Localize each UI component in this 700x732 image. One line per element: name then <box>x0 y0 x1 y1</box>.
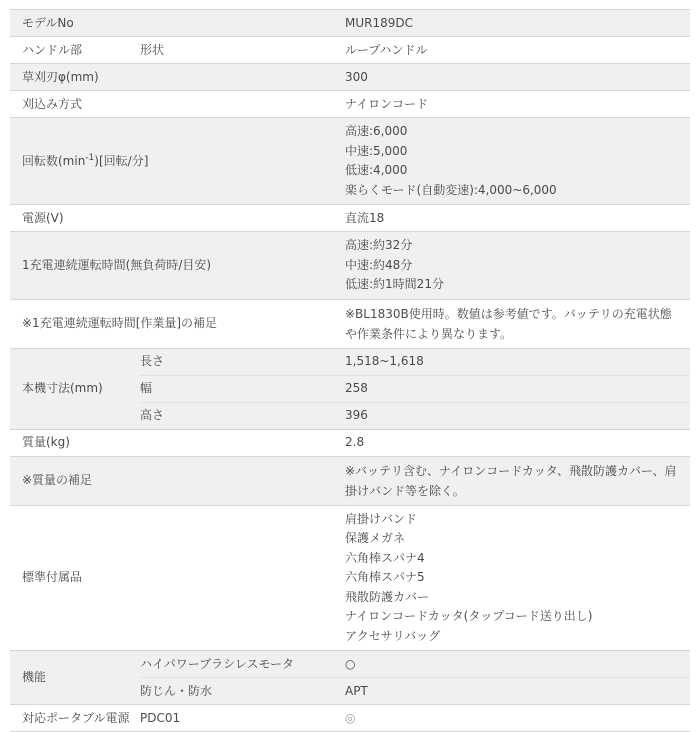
value-line: 中速:5,000 <box>345 143 408 158</box>
table-row-dimensions <box>10 348 690 429</box>
row-sub-label: 高さ <box>140 408 165 422</box>
value-line: アクセサリバッグ <box>345 628 441 643</box>
row-value: 直流18 <box>345 210 385 225</box>
row-label: ハンドル部 <box>22 42 83 57</box>
value-line: 飛散防護カバー <box>345 589 430 604</box>
row-label: 本機寸法(mm) <box>22 381 103 395</box>
row-label-superscript: -1 <box>85 152 95 163</box>
table-row-cutting-method <box>10 90 690 117</box>
row-value: ※バッテリ含む、ナイロンコードカッタ、飛散防護カバー、肩掛けバンド等を除く。 <box>345 463 677 498</box>
row-label: 草刈刃φ(mm) <box>22 69 99 84</box>
value-line: 高速:約32分 <box>345 238 413 252</box>
row-label: 機能 <box>22 670 47 684</box>
dimension-subrows <box>140 349 690 429</box>
table-row-rotation-speed <box>10 117 690 204</box>
row-sub-label: ハイパワーブラシレスモータ <box>140 656 295 671</box>
row-value: ループハンドル <box>345 42 428 57</box>
row-value <box>345 118 690 204</box>
row-value: 396 <box>345 408 368 422</box>
row-label: 質量(kg) <box>22 435 70 449</box>
value-line: 楽らくモード(自動変速):4,000~6,000 <box>345 182 557 197</box>
value-line: ナイロンコードカッタ(タップコード送り出し) <box>345 609 593 623</box>
row-value: 300 <box>345 69 368 84</box>
row-value <box>345 706 690 731</box>
row-label: 標準付属品 <box>22 570 83 585</box>
row-sub-label: 長さ <box>140 354 165 368</box>
table-subrow-length <box>140 349 690 375</box>
value-line: 低速:4,000 <box>345 163 408 177</box>
circle-mark: ○ <box>345 656 356 671</box>
value-line: 六角棒スパナ4 <box>345 550 425 565</box>
table-row-portable-power-unit <box>10 704 690 731</box>
double-circle-mark: ◎ <box>345 710 356 725</box>
row-sub-label: 幅 <box>140 381 153 395</box>
table-row-handle <box>10 36 690 63</box>
value-line: 低速:約1時間21分 <box>345 277 444 291</box>
row-label: 刈込み方式 <box>22 96 83 111</box>
row-label-text: )[回転/分] <box>94 153 149 168</box>
table-subrow-width <box>140 375 690 402</box>
row-label: ※1充電連続運転時間[作業量]の補足 <box>22 316 218 330</box>
table-row-runtime-note <box>10 299 690 348</box>
value-line: 肩掛けバンド <box>345 511 418 526</box>
table-row-standard-accessories <box>10 505 690 651</box>
row-value: 1,518~1,618 <box>345 354 424 368</box>
table-subrow-height <box>140 402 690 429</box>
row-label: モデルNo <box>22 15 74 30</box>
table-row-runtime <box>10 231 690 299</box>
row-sub-label: 形状 <box>140 42 165 57</box>
row-label: 1充電連続運転時間(無負荷時/目安) <box>22 257 212 272</box>
table-subrow-dust-water-resistant <box>140 677 690 704</box>
table-row-weight-note <box>10 456 690 505</box>
row-value: ※BL1830B使用時。数値は参考値です。バッテリの充電状態や作業条件により異なります。 <box>345 306 672 341</box>
row-value: 258 <box>345 381 368 395</box>
table-subrow-brushless-motor <box>140 651 690 677</box>
row-value <box>345 506 690 651</box>
value-line: 六角棒スパナ5 <box>345 570 425 584</box>
row-value <box>345 232 690 299</box>
row-label: ※質量の補足 <box>22 473 93 487</box>
row-value: 2.8 <box>345 435 365 449</box>
table-row-power-source <box>10 204 690 231</box>
value-line: 保護メガネ <box>345 531 406 545</box>
table-row-blade-diameter <box>10 63 690 90</box>
row-value: ナイロンコード <box>345 96 429 111</box>
row-value: APT <box>345 683 368 698</box>
table-row-weight <box>10 429 690 456</box>
row-sub-label: 防じん・防水 <box>140 683 213 698</box>
row-value <box>345 652 690 677</box>
spec-table <box>10 9 690 732</box>
row-label-text: 回転数(min <box>22 153 86 168</box>
row-value: MUR189DC <box>345 15 413 30</box>
row-label: 対応ポータブル電源 <box>22 710 130 725</box>
value-line: 高速:6,000 <box>345 124 408 138</box>
row-label <box>10 149 345 174</box>
value-line: 中速:約48分 <box>345 257 413 272</box>
table-row-model-no <box>10 9 690 36</box>
row-label: 電源(V) <box>22 210 64 225</box>
row-sub-label: PDC01 <box>140 710 181 725</box>
table-row-functions <box>10 650 690 704</box>
